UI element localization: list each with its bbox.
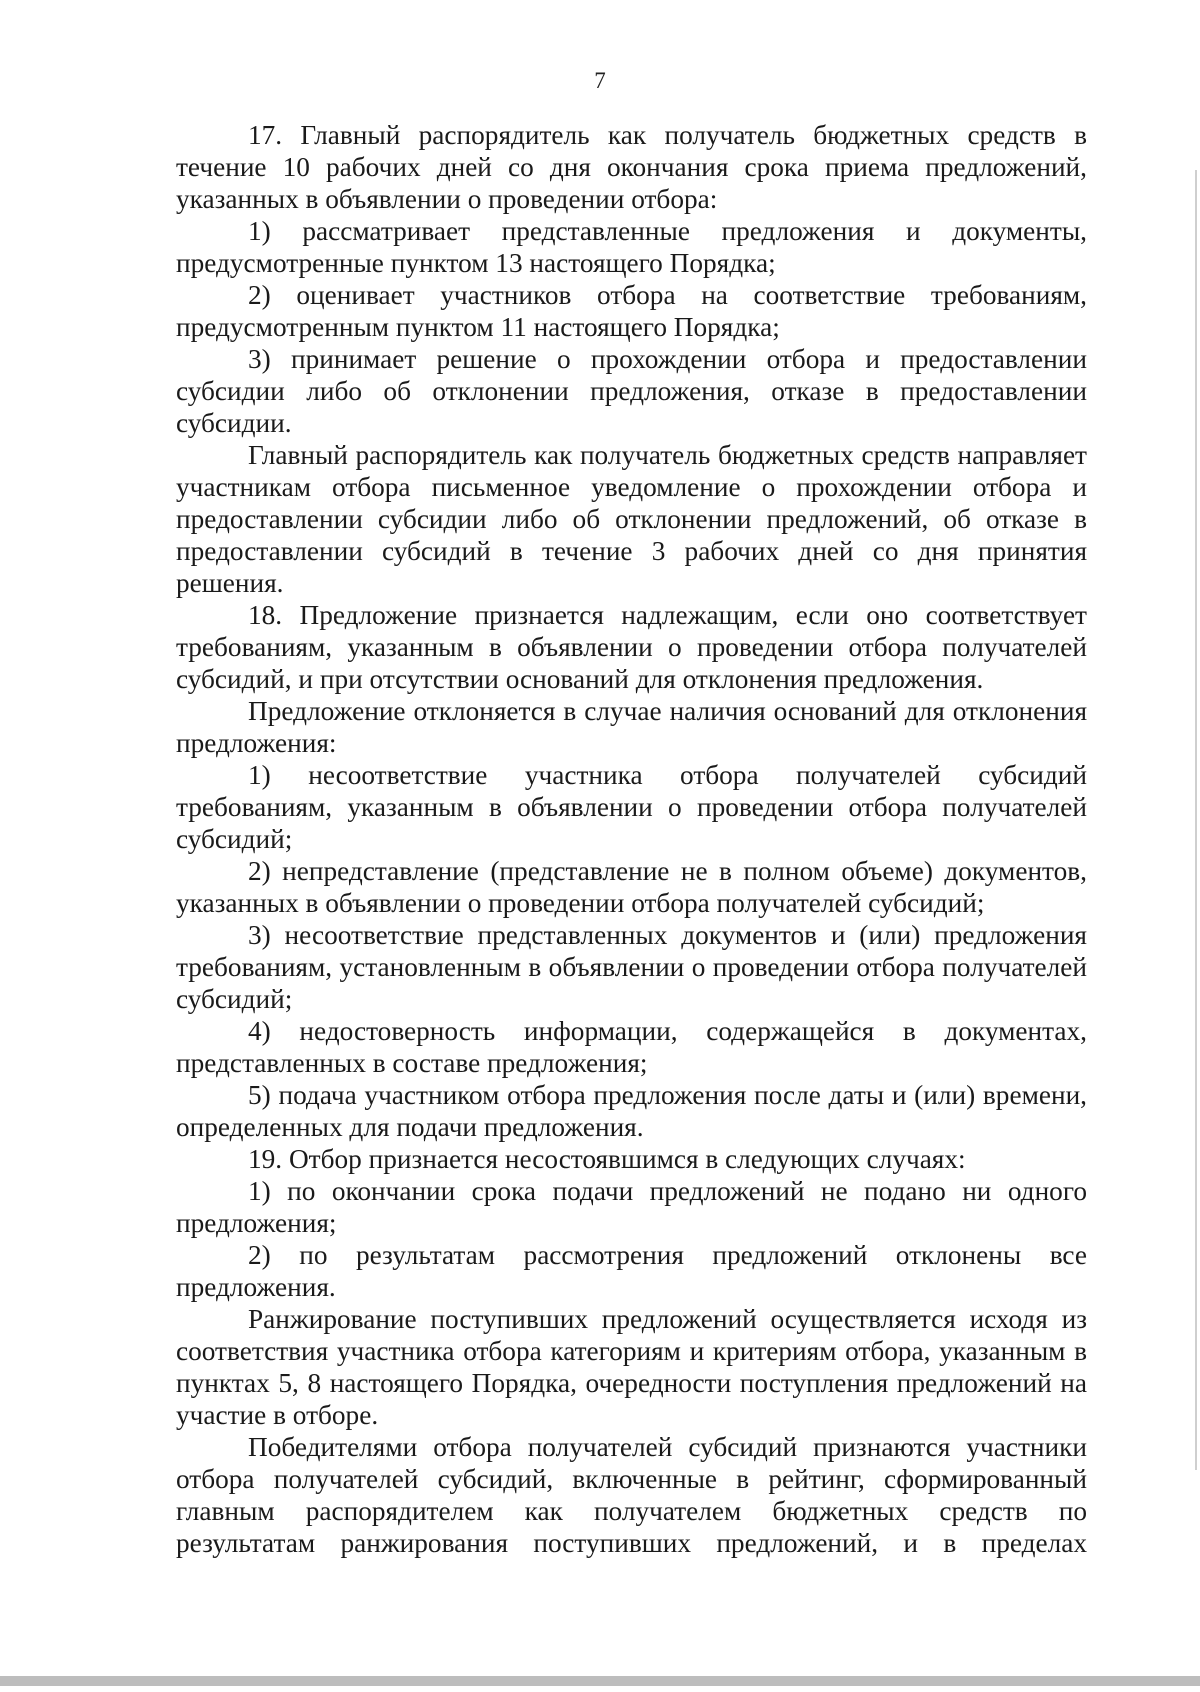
paragraph: Предложение отклоняется в случае наличия оснований для отклонения предложения: — [176, 696, 1087, 758]
paragraph: 4) недостоверность информации, содержащейся в документах, представленных в составе предложения; — [176, 1016, 1087, 1078]
paragraph: Ранжирование поступивших предложений осуществляется исходя из соответствия участника отбора категориям и критериям отбора, указанным в пунктах 5, 8 настоящего Порядка, очередности поступления предложений на участие в отборе. — [176, 1304, 1087, 1430]
paragraph: 18. Предложение признается надлежащим, если оно соответствует требованиям, указанным в объявлении о проведении отбора получателей субсидий, и при отсутствии оснований для отклонения предложения. — [176, 600, 1087, 694]
paragraph: 1) несоответствие участника отбора получателей субсидий требованиям, указанным в объявлении о проведении отбора получателей субсидий; — [176, 760, 1087, 854]
paragraph: 17. Главный распорядитель как получатель бюджетных средств в течение 10 рабочих дней со дня окончания срока приема предложений, указанных в объявлении о проведении отбора: — [176, 120, 1087, 214]
paragraph: 1) рассматривает представленные предложения и документы, предусмотренные пунктом 13 настоящего Порядка; — [176, 216, 1087, 278]
paragraph: 3) несоответствие представленных документов и (или) предложения требованиям, установленным в объявлении о проведении отбора получателей субсидий; — [176, 920, 1087, 1014]
paragraph: 5) подача участником отбора предложения после даты и (или) времени, определенных для подачи предложения. — [176, 1080, 1087, 1142]
paragraph: 19. Отбор признается несостоявшимся в следующих случаях: — [248, 1144, 966, 1174]
paragraph: Главный распорядитель как получатель бюджетных средств направляет участникам отбора письменное уведомление о прохождении отбора и предоставлении субсидии либо об отклонении предложений, об отказе в предоставлении субсидий в течение 3 рабочих дней со дня принятия решения. — [176, 440, 1087, 598]
page-number: 7 — [594, 68, 606, 93]
document-body — [176, 119, 1087, 1559]
paragraph: 1) по окончании срока подачи предложений не подано ни одного предложения; — [176, 1176, 1087, 1238]
paragraph: 2) непредставление (представление не в полном объеме) документов, указанных в объявлении о проведении отбора получателей субсидий; — [176, 856, 1087, 918]
paragraph: Победителями отбора получателей субсидий признаются участники отбора получателей субсидий, включенные в рейтинг, сформированный главным распорядителем как получателем бюджетных средств по результатам ранжирования поступивших предложений, и в пределах — [176, 1432, 1087, 1558]
scan-edge-right — [1195, 170, 1197, 1470]
paragraph: 3) принимает решение о прохождении отбора и предоставлении субсидии либо об отклонении предложения, отказе в предоставлении субсидии. — [176, 344, 1087, 438]
scan-edge-bottom — [0, 1676, 1200, 1686]
paragraph: 2) по результатам рассмотрения предложений отклонены все предложения. — [176, 1240, 1087, 1302]
paragraph: 2) оценивает участников отбора на соответствие требованиям, предусмотренным пунктом 11 настоящего Порядка; — [176, 280, 1087, 342]
